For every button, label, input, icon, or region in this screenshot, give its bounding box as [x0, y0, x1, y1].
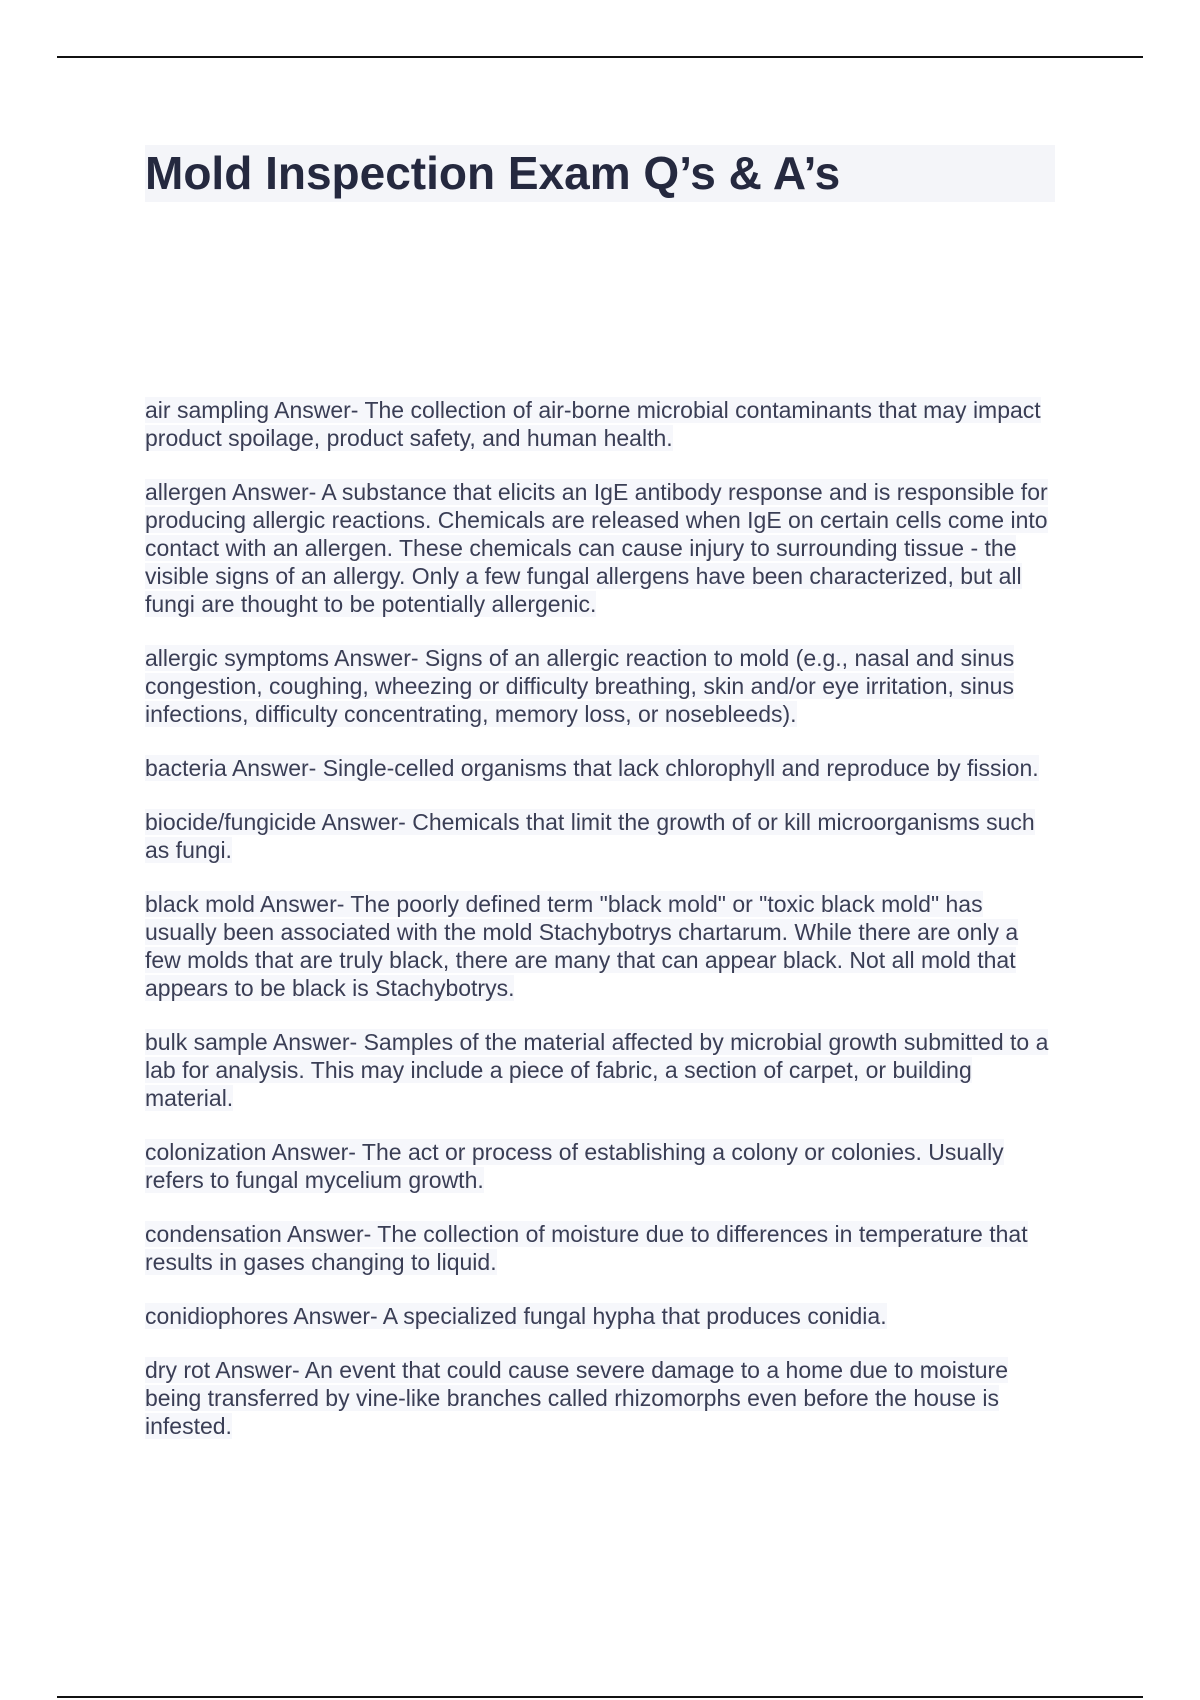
qa-entry-text: allergic symptoms Answer- Signs of an allergic reaction to mold (e.g., nasal and sinus congestion, coughing, wheezing or difficulty breathing, skin and/or eye irritation, sinus infections, difficulty concentrating, memory loss, or nosebleeds).	[145, 645, 1015, 727]
qa-entry-text: dry rot Answer- An event that could cause severe damage to a home due to moisture being transferred by vine-like branches called rhizomorphs even before the house is infested.	[145, 1357, 1008, 1439]
qa-entry-text: air sampling Answer- The collection of air-borne microbial contaminants that may impact product spoilage, product safety, and human health.	[145, 397, 1041, 451]
qa-entry-text: biocide/fungicide Answer- Chemicals that limit the growth of or kill microorganisms such as fungi.	[145, 809, 1035, 863]
qa-entry	[145, 1138, 1060, 1194]
qa-entry	[145, 644, 1060, 728]
qa-entry	[145, 1028, 1060, 1112]
qa-entry	[145, 754, 1060, 782]
qa-entry-text: bulk sample Answer- Samples of the material affected by microbial growth submitted to a lab for analysis. This may include a piece of fabric, a section of carpet, or building material.	[145, 1029, 1049, 1111]
qa-entry-text: condensation Answer- The collection of moisture due to differences in temperature that results in gases changing to liquid.	[145, 1221, 1028, 1275]
qa-entry-text: allergen Answer- A substance that elicits an IgE antibody response and is responsible for producing allergic reactions. Chemicals are released when IgE on certain cells come into contact with an allergen. These chemicals can cause injury to surrounding tissue - the visible signs of an allergy. Only a few fungal allergens have been characterized, but all fungi are thought to be potentially allergenic.	[145, 479, 1048, 617]
qa-entry	[145, 1356, 1060, 1440]
qa-entry	[145, 396, 1060, 452]
qa-entry-text: conidiophores Answer- A specialized fungal hypha that produces conidia.	[145, 1303, 887, 1329]
top-rule	[57, 56, 1143, 58]
qa-entry	[145, 808, 1060, 864]
qa-entry	[145, 1302, 1060, 1330]
qa-entry-text: bacteria Answer- Single-celled organisms that lack chlorophyll and reproduce by fission.	[145, 755, 1039, 781]
qa-entry-text: colonization Answer- The act or process of establishing a colony or colonies. Usually refers to fungal mycelium growth.	[145, 1139, 1004, 1193]
qa-entry	[145, 478, 1060, 618]
qa-entry	[145, 1220, 1060, 1276]
qa-entry	[145, 890, 1060, 1002]
page-title: Mold Inspection Exam Q’s & A’s	[145, 147, 841, 199]
qa-list	[145, 396, 1060, 1466]
bottom-rule	[57, 1696, 1143, 1698]
title-banner	[145, 145, 1055, 202]
qa-entry-text: black mold Answer- The poorly defined term "black mold" or "toxic black mold" has usually been associated with the mold Stachybotrys chartarum. While there are only a few molds that are truly black, there are many that can appear black. Not all mold that appears to be black is Stachybotrys.	[145, 891, 1019, 1001]
